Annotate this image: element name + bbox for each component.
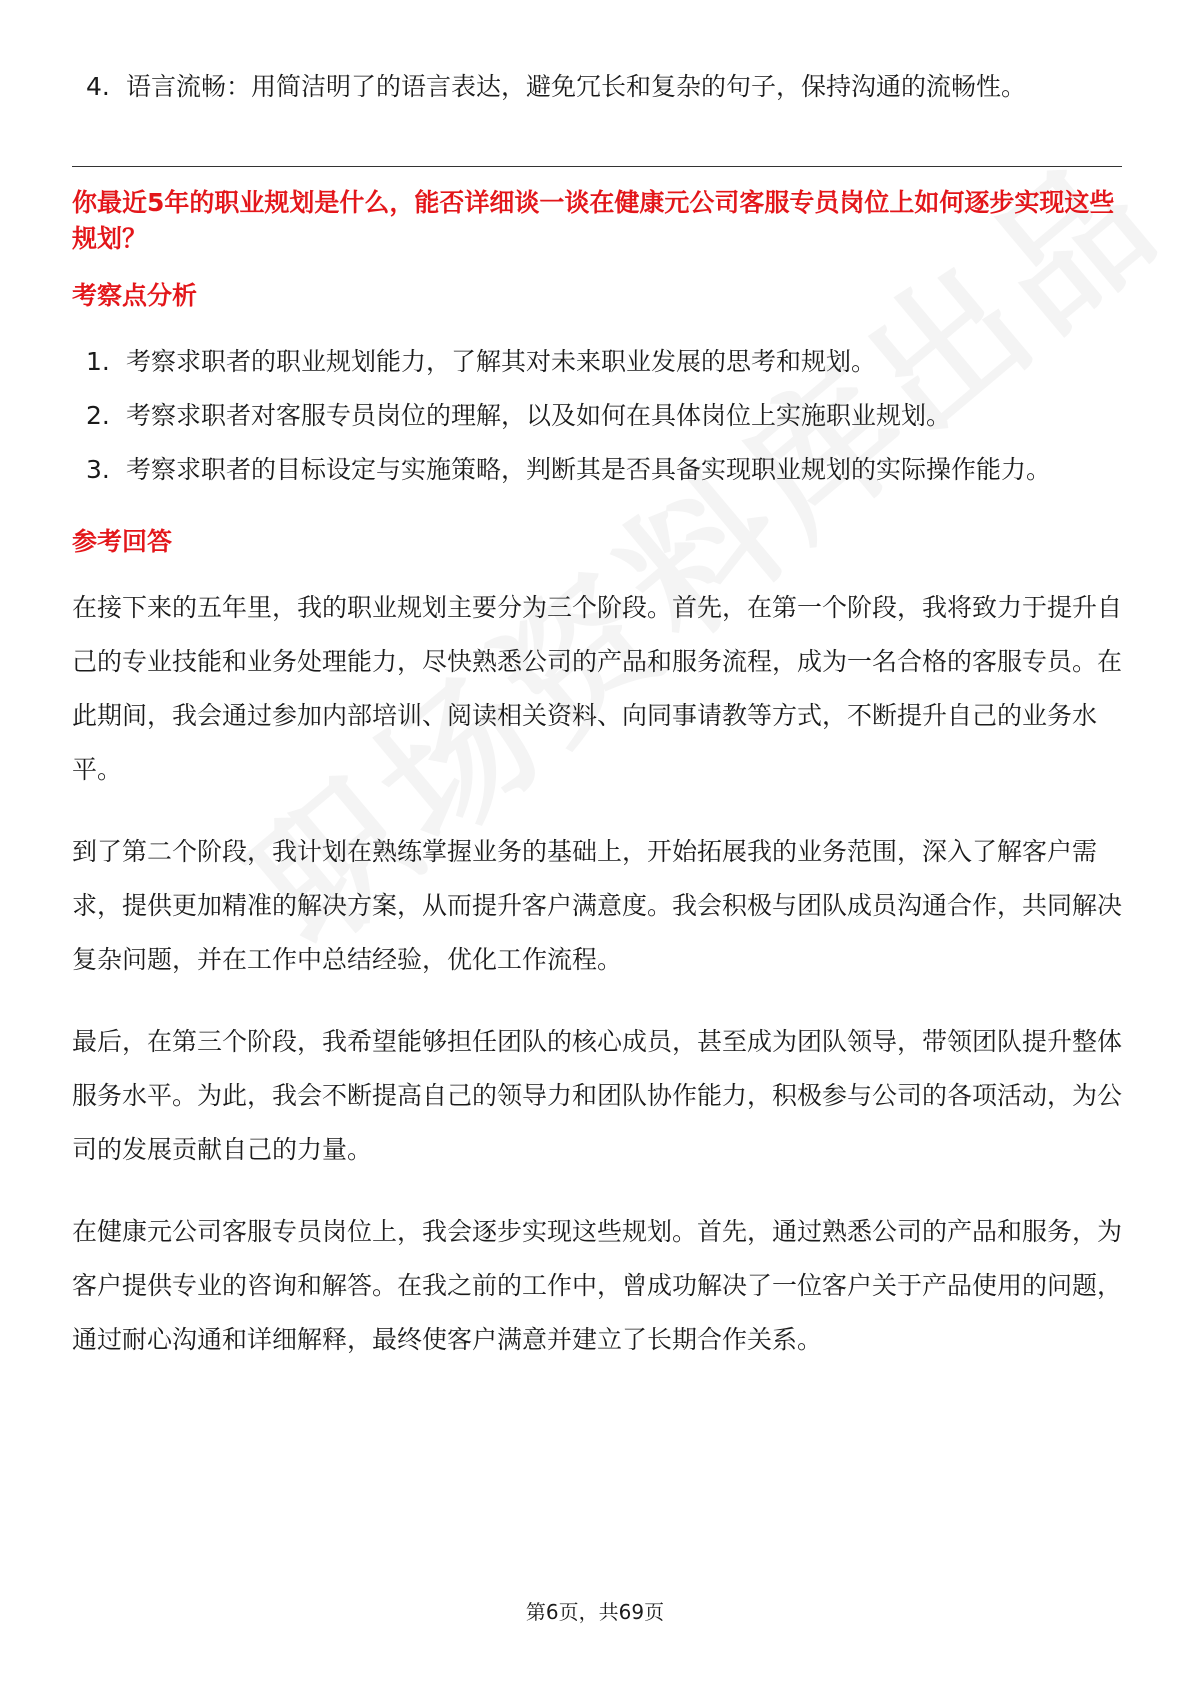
analysis-list — [72, 335, 1122, 497]
question-heading: 你最近5年的职业规划是什么，能否详细谈一谈在健康元公司客服专员岗位上如何逐步实现这些规划？ — [72, 188, 1115, 253]
list-text: 考察求职者的目标设定与实施策略，判断其是否具备实现职业规划的实际操作能力。 — [126, 455, 1052, 484]
list-text: 语言流畅：用简洁明了的语言表达，避免冗长和复杂的句子，保持沟通的流畅性。 — [126, 72, 1027, 101]
answer-heading: 参考回答 — [72, 527, 173, 556]
list-number: 3. — [86, 455, 110, 484]
page-footer: 第6页，共69页 — [525, 1600, 665, 1624]
answer-paragraph: 在健康元公司客服专员岗位上，我会逐步实现这些规划。首先，通过熟悉公司的产品和服务，为客户提供专业的咨询和解答。在我之前的工作中，曾成功解决了一位客户关于产品使用的问题，通过耐心沟通和详细解释，最终使客户满意并建立了长期合作关系。 — [72, 1217, 1123, 1354]
answer-paragraph: 到了第二个阶段，我计划在熟练掌握业务的基础上，开始拓展我的业务范围，深入了解客户需求，提供更加精准的解决方案，从而提升客户满意度。我会积极与团队成员沟通合作，共同解决复杂问题，并在工作中总结经验，优化工作流程。 — [72, 837, 1123, 974]
page-content — [72, 58, 1122, 1395]
list-number: 2. — [86, 401, 110, 430]
list-number: 1. — [86, 347, 110, 376]
list-item — [72, 443, 1122, 497]
list-text: 考察求职者的职业规划能力，了解其对未来职业发展的思考和规划。 — [126, 347, 877, 376]
answer-paragraph: 在接下来的五年里，我的职业规划主要分为三个阶段。首先，在第一个阶段，我将致力于提升自己的专业技能和业务处理能力，尽快熟悉公司的产品和服务流程，成为一名合格的客服专员。在此期间，我会通过参加内部培训、阅读相关资料、向同事请教等方式，不断提升自己的业务水平。 — [72, 593, 1123, 784]
list-text: 考察求职者对客服专员岗位的理解，以及如何在具体岗位上实施职业规划。 — [126, 401, 952, 430]
answer-paragraph: 最后，在第三个阶段，我希望能够担任团队的核心成员，甚至成为团队领导，带领团队提升整体服务水平。为此，我会不断提高自己的领导力和团队协作能力，积极参与公司的各项活动，为公司的发展贡献自己的力量。 — [72, 1027, 1123, 1164]
list-item — [72, 389, 1122, 443]
analysis-heading: 考察点分析 — [72, 281, 198, 310]
list-number: 4. — [86, 72, 110, 101]
list-item — [72, 335, 1122, 389]
list-item — [72, 58, 1122, 116]
previous-list — [72, 58, 1122, 116]
divider — [72, 166, 1122, 167]
